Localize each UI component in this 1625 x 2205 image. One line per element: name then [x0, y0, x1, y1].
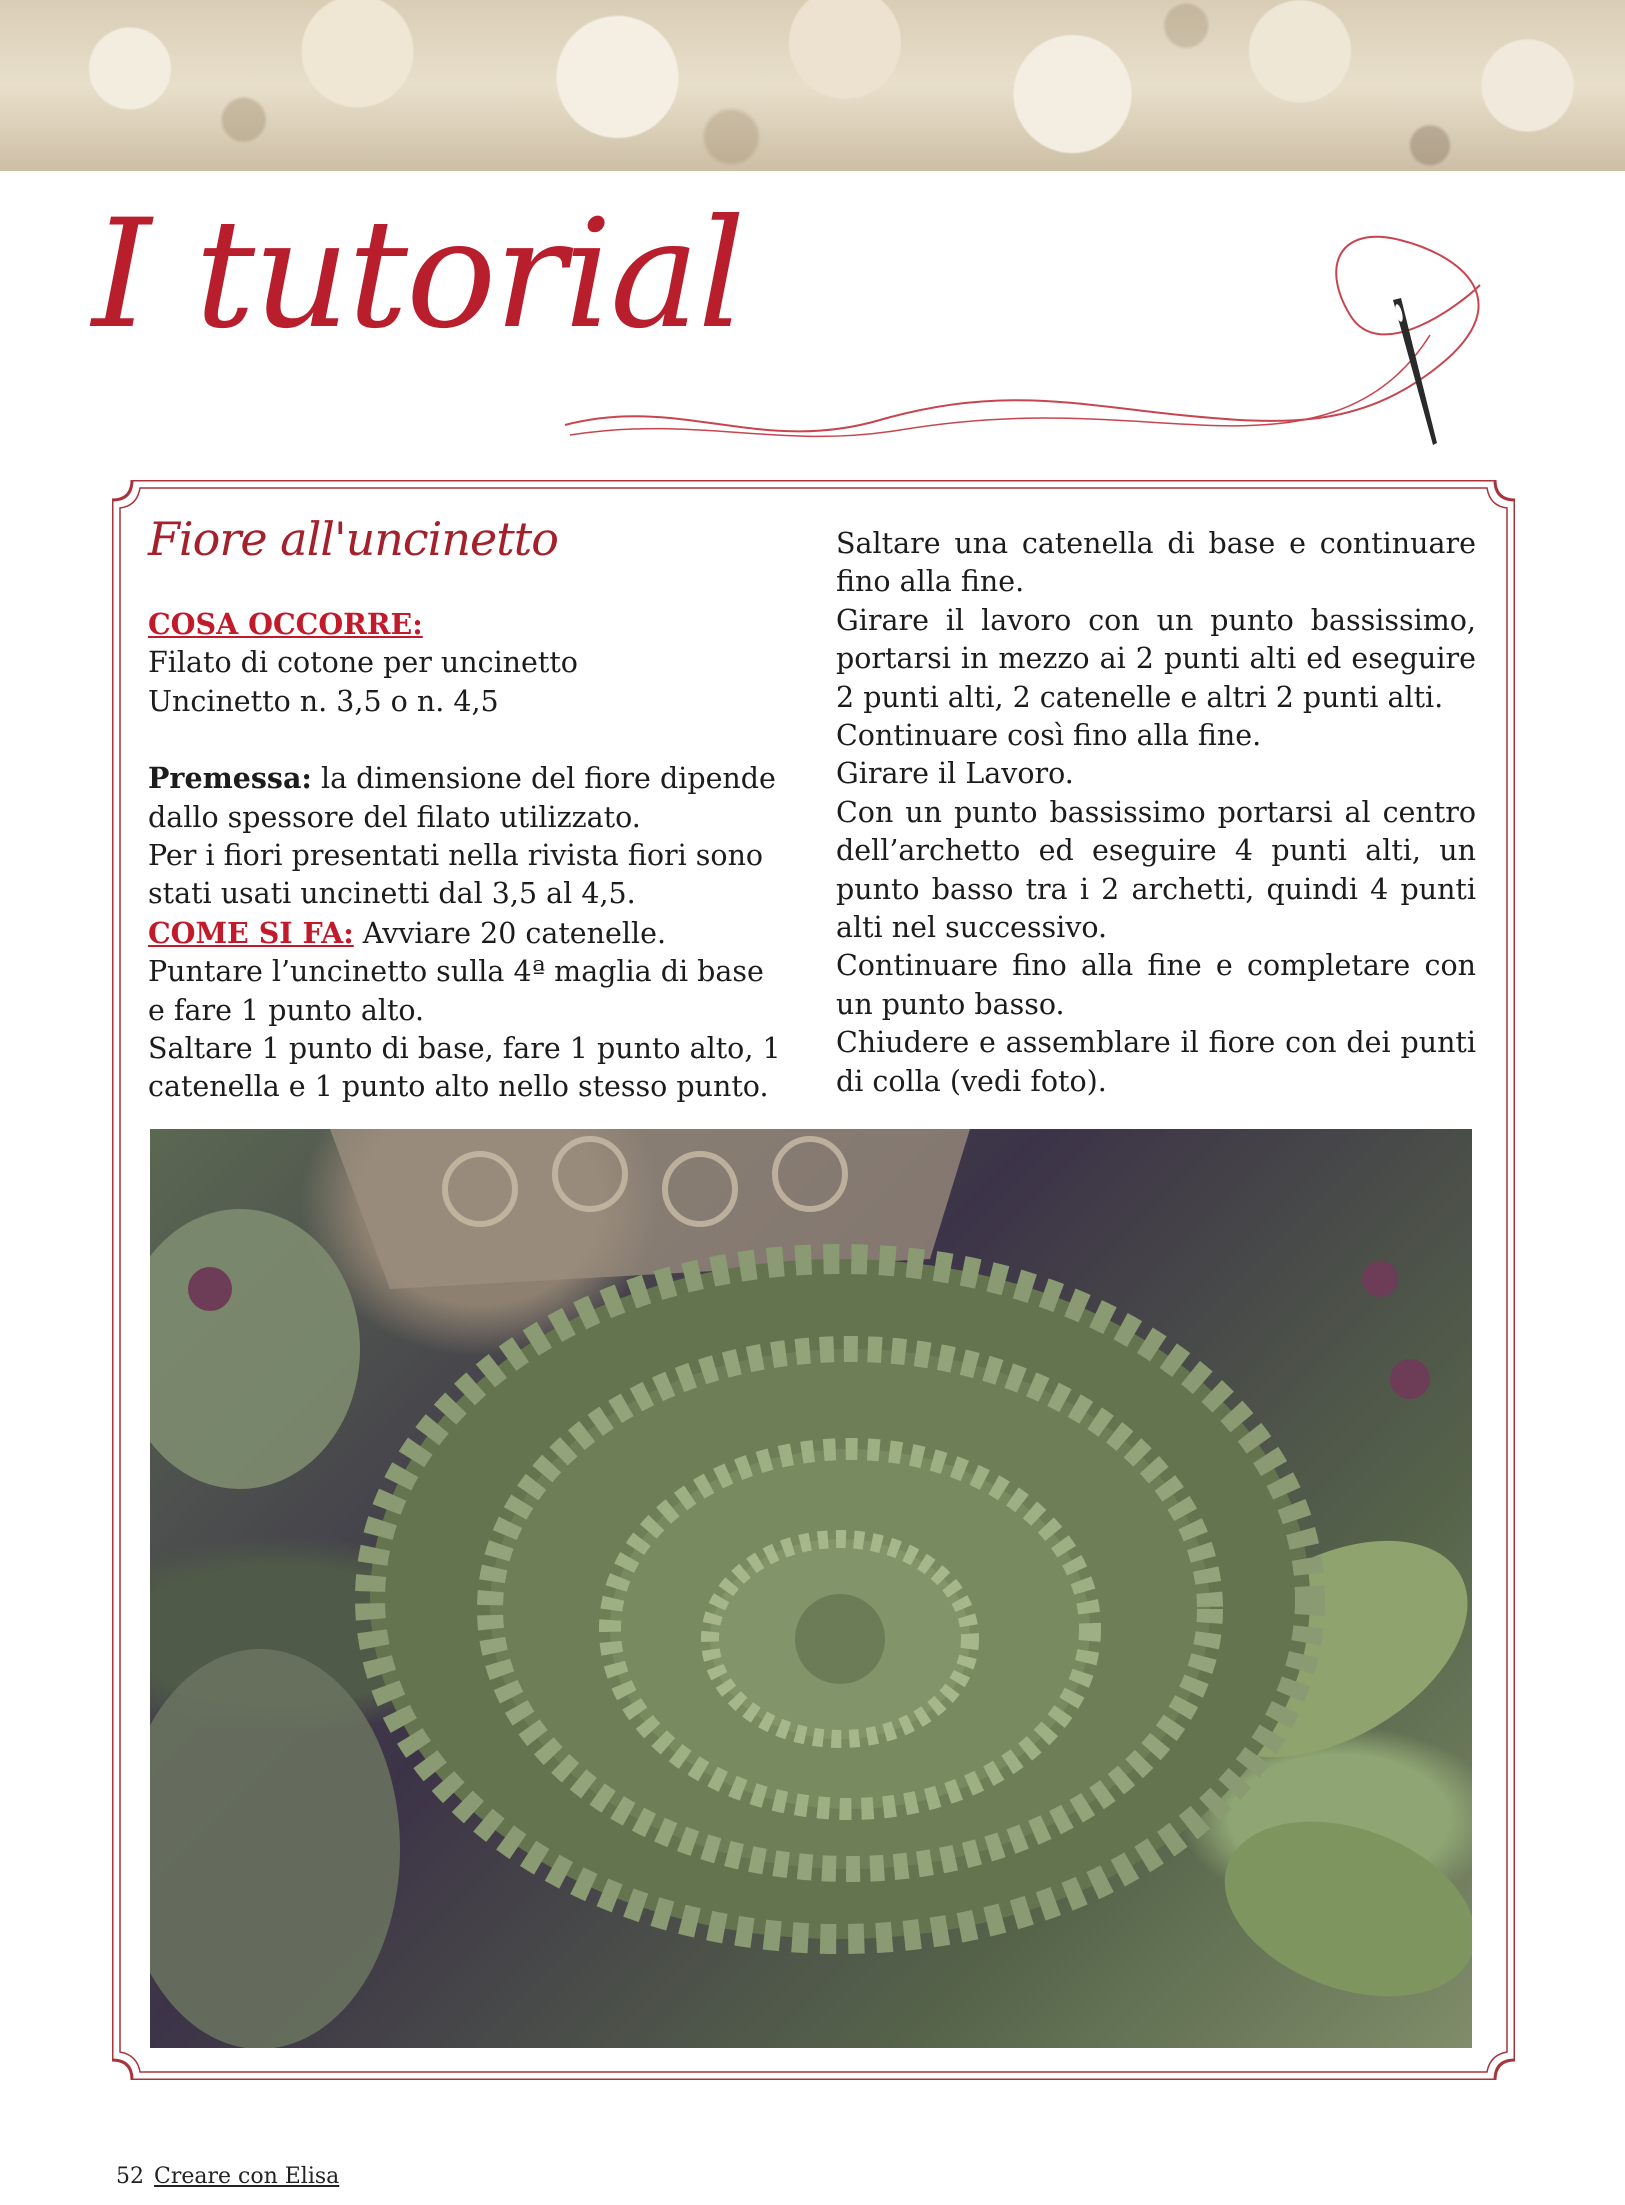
- page-number: 52: [116, 2164, 144, 2189]
- premise-paragraph: [148, 759, 783, 837]
- left-column: [148, 605, 783, 1107]
- page-footer: [116, 2164, 339, 2189]
- howto-step: Saltare 1 punto di base, fare 1 punto alto, 1 catenella e 1 punto alto nello stesso punto.: [148, 1032, 781, 1104]
- premise-note: Per i fiori presentati nella rivista fiori sono stati usati uncinetti dal 3,5 al 4,5.: [148, 839, 764, 911]
- premise-text: la dimensione del fiore dipende dallo spessore del filato utilizzato.: [148, 762, 776, 834]
- howto-step: Girare il Lavoro.: [836, 757, 1074, 791]
- howto-step: Saltare una catenella di base e continuare fino alla fine.: [836, 527, 1476, 599]
- howto-step: Girare il lavoro con un punto bassissimo, portarsi in mezzo ai 2 punti alti ed eseguire 2 punti alti, 2 catenelle e altri 2 punti alti.: [836, 603, 1476, 714]
- crochet-flower-photo: [150, 1129, 1472, 2048]
- howto-step: Puntare l’uncinetto sulla 4ª maglia di base e fare 1 punto alto.: [148, 955, 764, 1027]
- howto-first-step: Avviare 20 catenelle.: [362, 916, 667, 950]
- header-banner-photo: [0, 0, 1625, 171]
- howto-step: Continuare fino alla fine e completare con un punto basso.: [836, 949, 1476, 1021]
- material-item: Uncinetto n. 3,5 o n. 4,5: [148, 684, 499, 718]
- premise-label: Premessa:: [148, 761, 312, 796]
- magazine-name: Creare con Elisa: [154, 2164, 340, 2189]
- howto-step: Chiudere e assemblare il fiore con dei punti di colla (vedi foto).: [836, 1026, 1476, 1098]
- page-title: I tutorial: [92, 188, 744, 362]
- howto-paragraph: [148, 914, 783, 953]
- howto-step: Continuare così fino alla fine.: [836, 719, 1262, 753]
- howto-heading: COME SI FA:: [148, 915, 354, 950]
- section-subtitle: Fiore all'uncinetto: [148, 512, 558, 566]
- flower-illustration: [150, 1129, 1472, 2048]
- material-item: Filato di cotone per uncinetto: [148, 646, 578, 680]
- howto-step: Con un punto bassissimo portarsi al centro dell’archetto ed eseguire 4 punti alti, un punto basso tra i 2 archetti, quindi 4 punti alti nel successivo.: [836, 795, 1476, 945]
- thread-decoration: [560, 215, 1500, 455]
- materials-heading: COSA OCCORRE:: [148, 607, 423, 641]
- right-column: [836, 525, 1476, 1101]
- needle-icon: [1375, 295, 1455, 455]
- banner-shading: [0, 0, 1625, 171]
